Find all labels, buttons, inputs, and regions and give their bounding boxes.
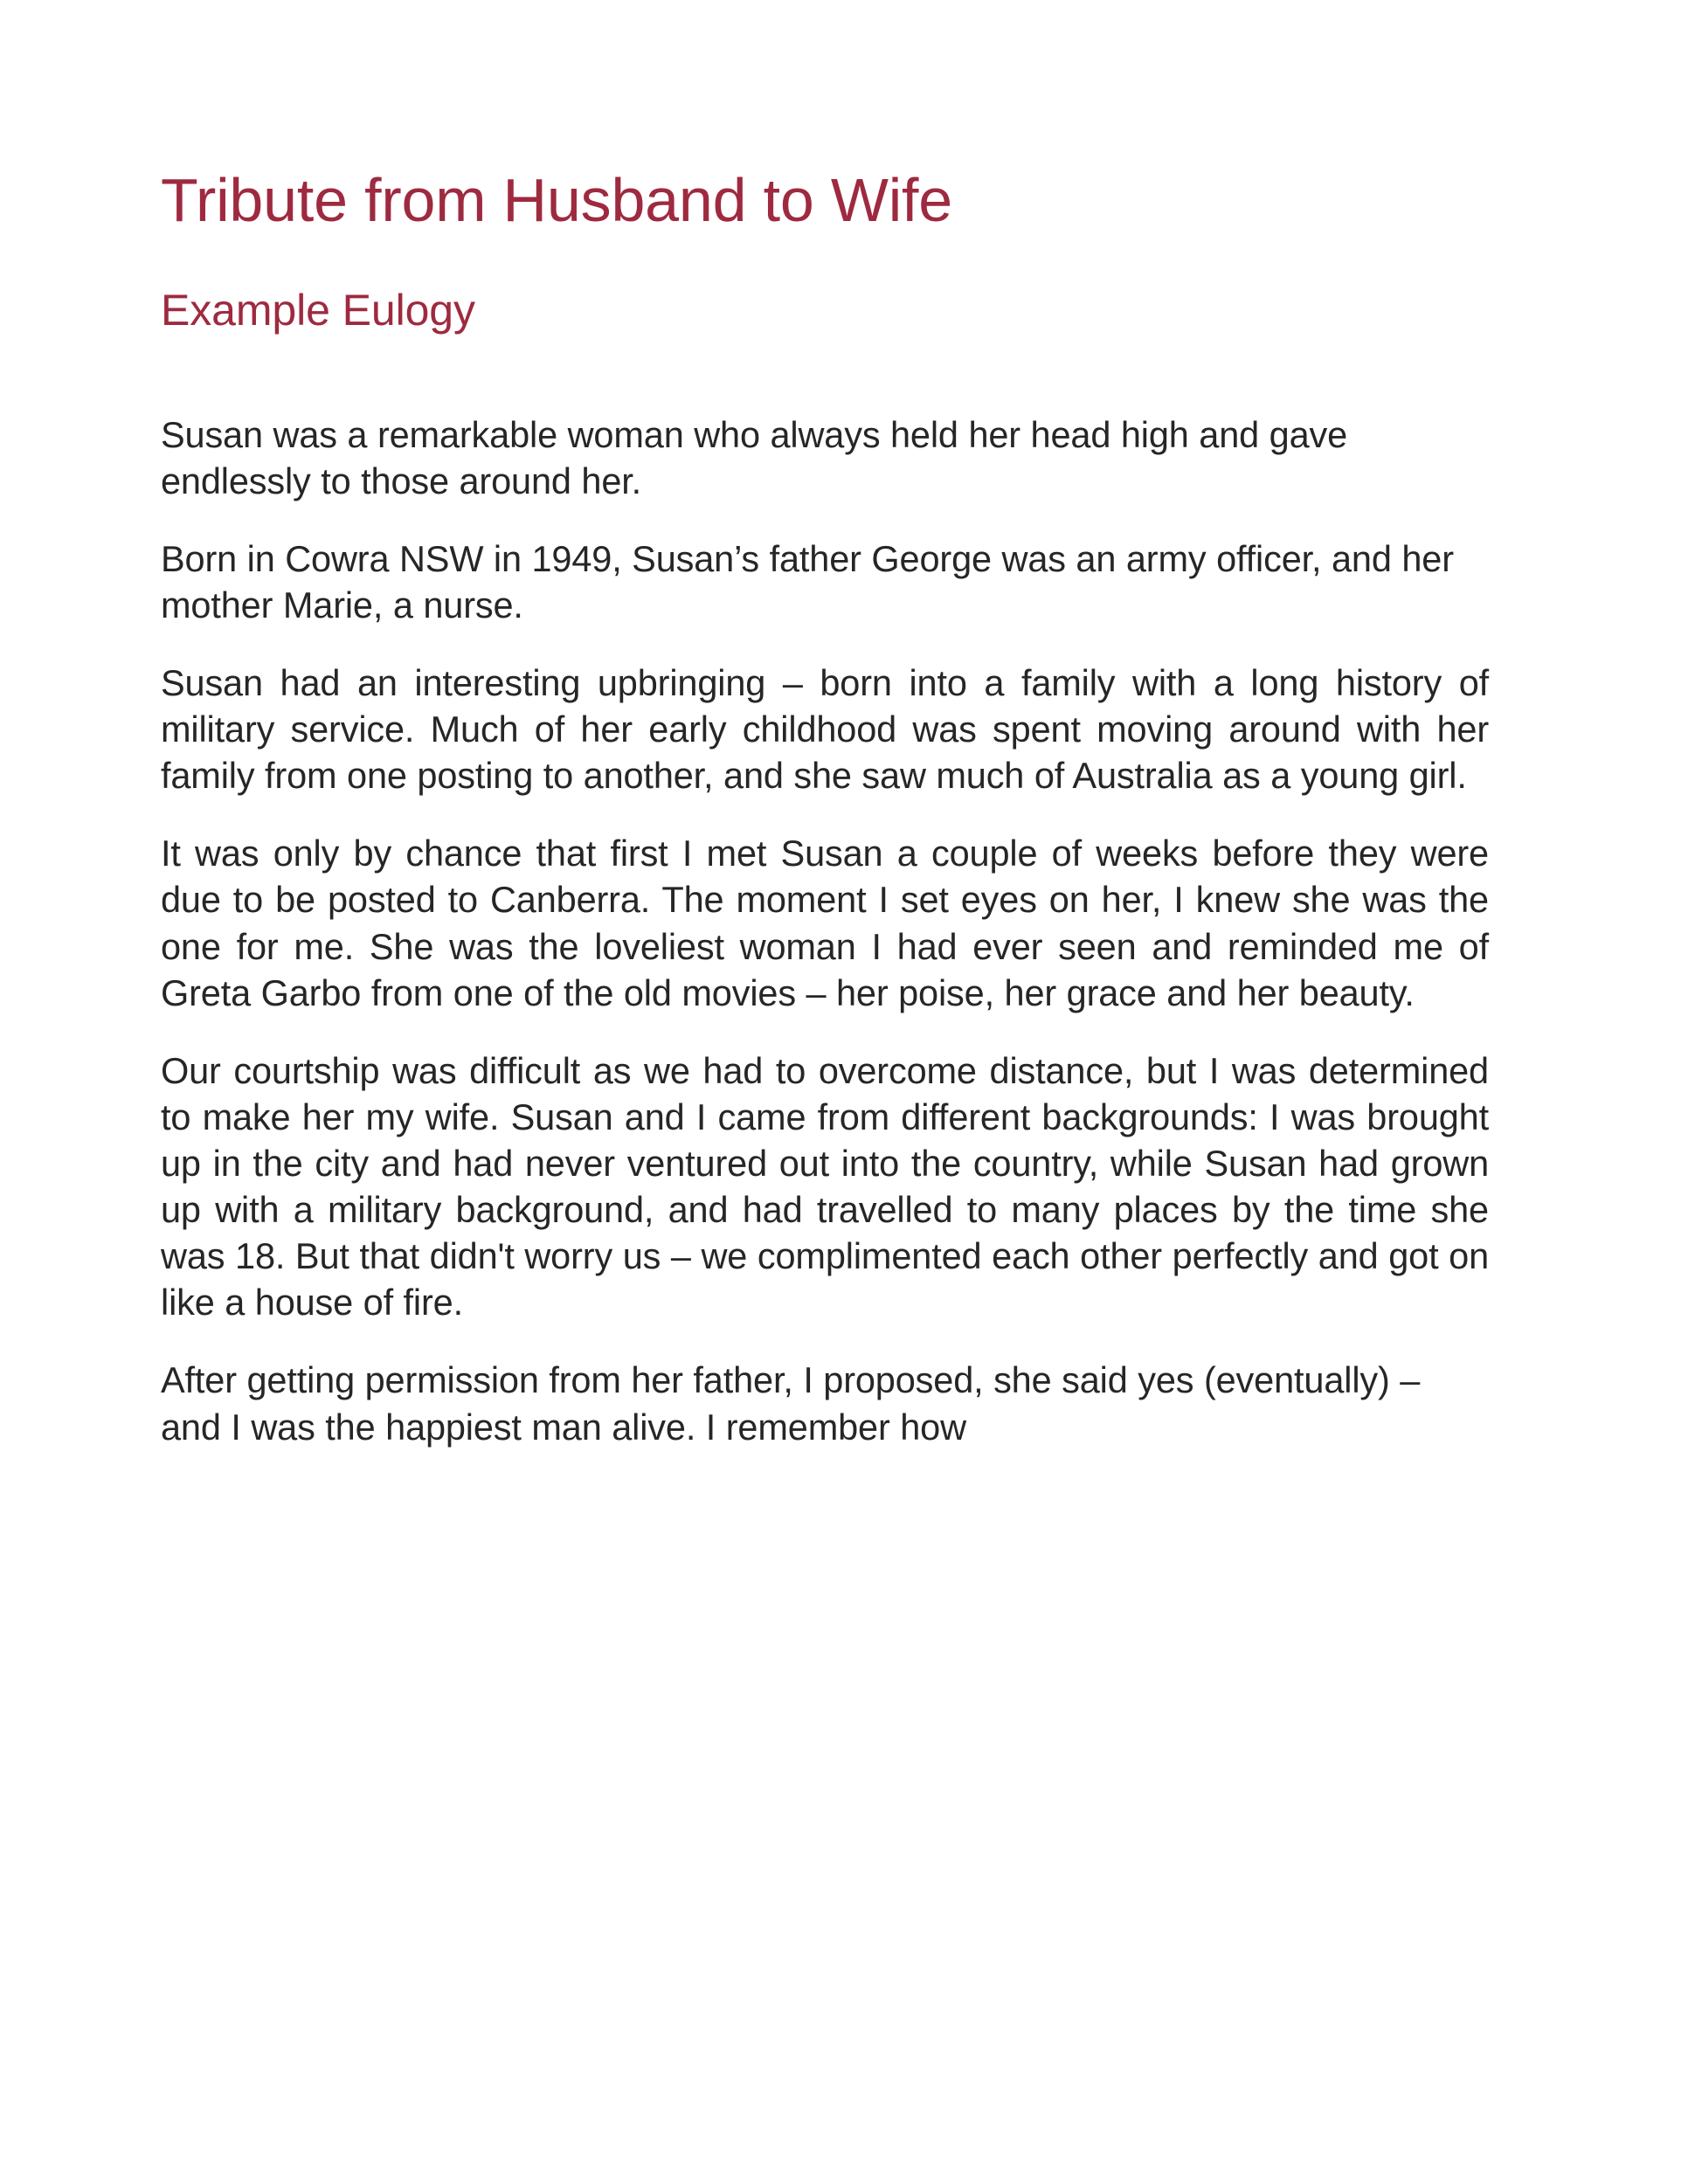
body-paragraph: Born in Cowra NSW in 1949, Susan’s father George was an army officer, and her mother Marie, a nurse.: [161, 537, 1454, 625]
body-paragraph: Susan was a remarkable woman who always held her head high and gave endlessly to those around her.: [161, 413, 1348, 501]
document-content: [161, 0, 1489, 1450]
body-paragraph: After getting permission from her father, I proposed, she said yes (eventually) – and I was the happiest man alive. I remember how: [161, 1359, 1421, 1448]
document-body: [161, 335, 1489, 1450]
page-title: Tribute from Husband to Wife: [161, 166, 953, 234]
body-paragraph: Susan had an interesting upbringing – born into a family with a long history of military service. Much of her early childhood was spent moving around with her family from one posting to another, and she saw much of Australia as a young girl.: [161, 662, 1489, 797]
body-paragraph: Our courtship was difficult as we had to overcome distance, but I was determined to make her my wife. Susan and I came from different backgrounds: I was brought up in the city and had never ventured out into the country, while Susan had grown up with a military background, and had travelled to many places by the time she was 18. But that didn't worry us – we complimented each other perfectly and got on like a house of fire.: [161, 1049, 1489, 1324]
body-paragraph: It was only by chance that first I met Susan a couple of weeks before they were due to be posted to Canberra. The moment I set eyes on her, I knew she was the one for me. She was the loveliest woman I had ever seen and reminded me of Greta Garbo from one of the old movies – her poise, her grace and her beauty.: [161, 833, 1489, 1013]
page-subtitle: Example Eulogy: [161, 285, 475, 335]
